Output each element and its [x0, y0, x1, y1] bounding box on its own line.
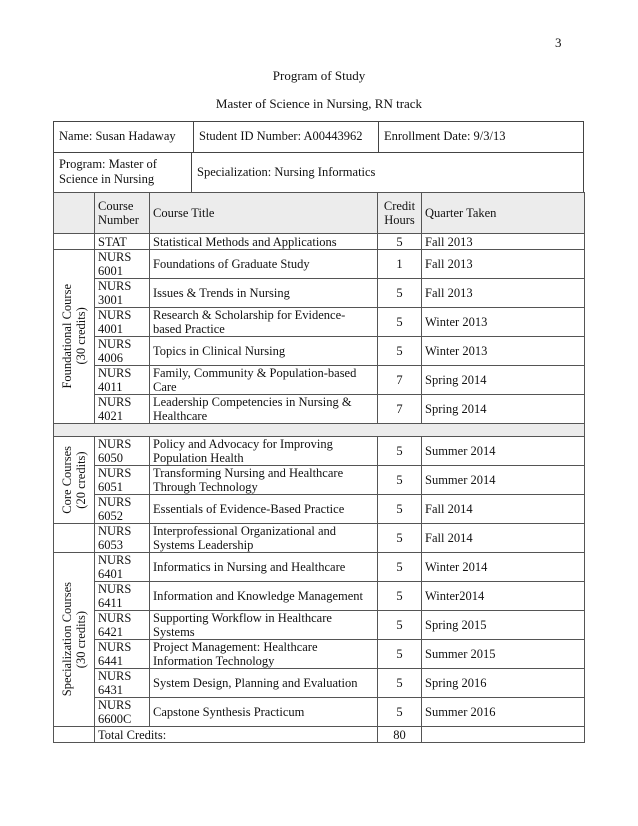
course-title-line: Care	[153, 380, 177, 394]
total-blank	[422, 727, 585, 743]
total-row	[54, 727, 585, 743]
quarter-taken: Summer 2016	[422, 698, 585, 727]
course-number	[95, 553, 150, 582]
course-number	[95, 437, 150, 466]
course-prefix: NURS	[98, 669, 132, 683]
header-course-title: Course Title	[150, 193, 378, 234]
course-code: 6421	[98, 625, 123, 639]
quarter-taken: Fall 2013	[422, 279, 585, 308]
table-row	[54, 395, 585, 424]
course-code: 6050	[98, 451, 123, 465]
side-blank	[54, 234, 95, 250]
header-course-label: Course	[98, 199, 134, 213]
credit-hours: 5	[378, 669, 422, 698]
course-title	[150, 524, 378, 553]
course-prefix: NURS	[98, 553, 132, 567]
header-course-number	[95, 193, 150, 234]
section-specialization	[54, 553, 95, 727]
course-number	[95, 582, 150, 611]
course-prefix: NURS	[98, 250, 132, 264]
course-title	[150, 466, 378, 495]
course-title-line: Systems Leadership	[153, 538, 254, 552]
course-number	[95, 337, 150, 366]
course-title-line: based Practice	[153, 322, 225, 336]
section-label	[60, 284, 88, 389]
page-number: 3	[555, 35, 562, 50]
course-number	[95, 611, 150, 640]
course-title	[150, 640, 378, 669]
course-title-line: Through Technology	[153, 480, 258, 494]
credit-hours: 5	[378, 524, 422, 553]
course-title	[150, 611, 378, 640]
course-title: Informatics in Nursing and Healthcare	[150, 553, 378, 582]
info-row-1	[53, 121, 584, 153]
course-number	[95, 234, 150, 250]
table-row	[54, 279, 585, 308]
course-number	[95, 524, 150, 553]
course-number	[95, 466, 150, 495]
course-title-line: Interprofessional Organizational and	[153, 524, 337, 538]
section-title: Foundational Course	[60, 284, 74, 389]
course-prefix: NURS	[98, 279, 132, 293]
quarter-taken: Spring 2014	[422, 395, 585, 424]
table-row	[54, 640, 585, 669]
student-name: Name: Susan Hadaway	[59, 129, 176, 143]
course-code: 6600C	[98, 712, 132, 726]
credit-hours: 5	[378, 553, 422, 582]
side-blank	[54, 727, 95, 743]
header-credit-hours	[378, 193, 422, 234]
table-row	[54, 582, 585, 611]
table-row	[54, 337, 585, 366]
course-title: Capstone Synthesis Practicum	[150, 698, 378, 727]
course-title-line: Policy and Advocacy for Improving	[153, 437, 333, 451]
course-number	[95, 640, 150, 669]
course-title-line: Project Management: Healthcare	[153, 640, 318, 654]
course-table	[53, 192, 585, 743]
divider-cell	[54, 424, 585, 437]
quarter-taken: Summer 2014	[422, 466, 585, 495]
course-code: 3001	[98, 293, 123, 307]
header-hours-label: Hours	[384, 213, 415, 227]
quarter-taken: Fall 2014	[422, 495, 585, 524]
course-code: 4006	[98, 351, 123, 365]
course-number	[95, 669, 150, 698]
section-title: Core Courses	[60, 446, 74, 514]
course-prefix: NURS	[98, 495, 132, 509]
credit-hours: 5	[378, 437, 422, 466]
course-title: System Design, Planning and Evaluation	[150, 669, 378, 698]
course-prefix: NURS	[98, 466, 132, 480]
student-id: Student ID Number: A00443962	[199, 129, 363, 143]
credit-hours: 5	[378, 582, 422, 611]
course-number	[95, 495, 150, 524]
course-code: 6411	[98, 596, 123, 610]
quarter-taken: Spring 2014	[422, 366, 585, 395]
program-line-1: Program: Master of	[59, 157, 157, 171]
course-code: 6052	[98, 509, 123, 523]
section-foundational	[54, 250, 95, 424]
document-subtitle: Master of Science in Nursing, RN track	[215, 96, 423, 111]
section-label	[60, 582, 88, 696]
credit-hours: 7	[378, 395, 422, 424]
credit-hours: 5	[378, 337, 422, 366]
course-title-line: Systems	[153, 625, 195, 639]
table-row	[54, 437, 585, 466]
credit-hours: 1	[378, 250, 422, 279]
quarter-taken: Fall 2013	[422, 250, 585, 279]
credit-hours: 5	[378, 234, 422, 250]
course-title-line: Supporting Workflow in Healthcare	[153, 611, 332, 625]
header-row	[54, 193, 585, 234]
course-title-line: Leadership Competencies in Nursing &	[153, 395, 352, 409]
course-title: Statistical Methods and Applications	[150, 234, 378, 250]
course-title: Issues & Trends in Nursing	[150, 279, 378, 308]
course-title-line: Healthcare	[153, 409, 208, 423]
course-prefix: NURS	[98, 582, 132, 596]
quarter-taken: Winter 2013	[422, 337, 585, 366]
course-title-line: Research & Scholarship for Evidence-	[153, 308, 346, 322]
course-prefix: NURS	[98, 308, 132, 322]
course-title-line: Information Technology	[153, 654, 275, 668]
course-title-line: Family, Community & Population-based	[153, 366, 357, 380]
course-title: Foundations of Graduate Study	[150, 250, 378, 279]
course-code: 6001	[98, 264, 123, 278]
quarter-taken: Winter 2014	[422, 553, 585, 582]
course-title	[150, 366, 378, 395]
course-code: 6431	[98, 683, 123, 697]
document-title: Program of Study	[272, 68, 366, 83]
course-title: Information and Knowledge Management	[150, 582, 378, 611]
total-hours: 80	[378, 727, 422, 743]
header-quarter-taken: Quarter Taken	[422, 193, 585, 234]
course-code: 4011	[98, 380, 123, 394]
side-blank	[54, 524, 95, 553]
course-title-line: Population Health	[153, 451, 244, 465]
course-code: 6051	[98, 480, 123, 494]
specialization: Specialization: Nursing Informatics	[197, 165, 376, 179]
table-row	[54, 553, 585, 582]
section-credits: (30 credits)	[74, 307, 88, 366]
course-title: Essentials of Evidence-Based Practice	[150, 495, 378, 524]
table-row	[54, 495, 585, 524]
header-number-label: Number	[98, 213, 139, 227]
course-prefix: STAT	[98, 234, 127, 249]
course-prefix: NURS	[98, 698, 132, 712]
program-line-2: Science in Nursing	[59, 172, 155, 186]
credit-hours: 5	[378, 466, 422, 495]
course-number	[95, 366, 150, 395]
info-row-2	[53, 152, 584, 193]
quarter-taken: Summer 2015	[422, 640, 585, 669]
course-title	[150, 308, 378, 337]
table-row	[54, 366, 585, 395]
section-credits: (30 credits)	[74, 610, 88, 669]
course-number	[95, 308, 150, 337]
header-credit-label: Credit	[383, 199, 416, 213]
section-label	[60, 446, 88, 514]
enrollment-date: Enrollment Date: 9/3/13	[384, 129, 506, 143]
quarter-taken: Winter2014	[422, 582, 585, 611]
course-number	[95, 395, 150, 424]
course-code: 6401	[98, 567, 123, 581]
course-number	[95, 250, 150, 279]
course-number	[95, 279, 150, 308]
course-prefix: NURS	[98, 640, 132, 654]
credit-hours: 5	[378, 279, 422, 308]
course-code: 6441	[98, 654, 123, 668]
course-number	[95, 698, 150, 727]
quarter-taken: Summer 2014	[422, 437, 585, 466]
table-row	[54, 611, 585, 640]
course-title: Topics in Clinical Nursing	[150, 337, 378, 366]
section-credits: (20 credits)	[74, 451, 88, 509]
course-title	[150, 395, 378, 424]
course-code: 6053	[98, 538, 123, 552]
course-prefix: NURS	[98, 395, 132, 409]
table-row	[54, 308, 585, 337]
course-title	[150, 437, 378, 466]
section-title: Specialization Courses	[60, 582, 74, 697]
credit-hours: 5	[378, 308, 422, 337]
course-prefix: NURS	[98, 437, 132, 451]
course-title-line: Transforming Nursing and Healthcare	[153, 466, 344, 480]
quarter-taken: Winter 2013	[422, 308, 585, 337]
quarter-taken: Spring 2016	[422, 669, 585, 698]
quarter-taken: Spring 2015	[422, 611, 585, 640]
course-prefix: NURS	[98, 524, 132, 538]
credit-hours: 5	[378, 698, 422, 727]
table-row	[54, 524, 585, 553]
course-prefix: NURS	[98, 337, 132, 351]
table-row	[54, 669, 585, 698]
table-row	[54, 250, 585, 279]
section-divider	[54, 424, 585, 437]
section-core	[54, 437, 95, 524]
quarter-taken: Fall 2014	[422, 524, 585, 553]
course-prefix: NURS	[98, 611, 132, 625]
course-prefix: NURS	[98, 366, 132, 380]
header-blank	[54, 193, 95, 234]
credit-hours: 5	[378, 640, 422, 669]
course-code: 4021	[98, 409, 123, 423]
total-label: Total Credits:	[95, 727, 378, 743]
credit-hours: 5	[378, 495, 422, 524]
quarter-taken: Fall 2013	[422, 234, 585, 250]
table-row	[54, 466, 585, 495]
course-code: 4001	[98, 322, 123, 336]
credit-hours: 5	[378, 611, 422, 640]
credit-hours: 7	[378, 366, 422, 395]
table-row	[54, 698, 585, 727]
table-row	[54, 234, 585, 250]
